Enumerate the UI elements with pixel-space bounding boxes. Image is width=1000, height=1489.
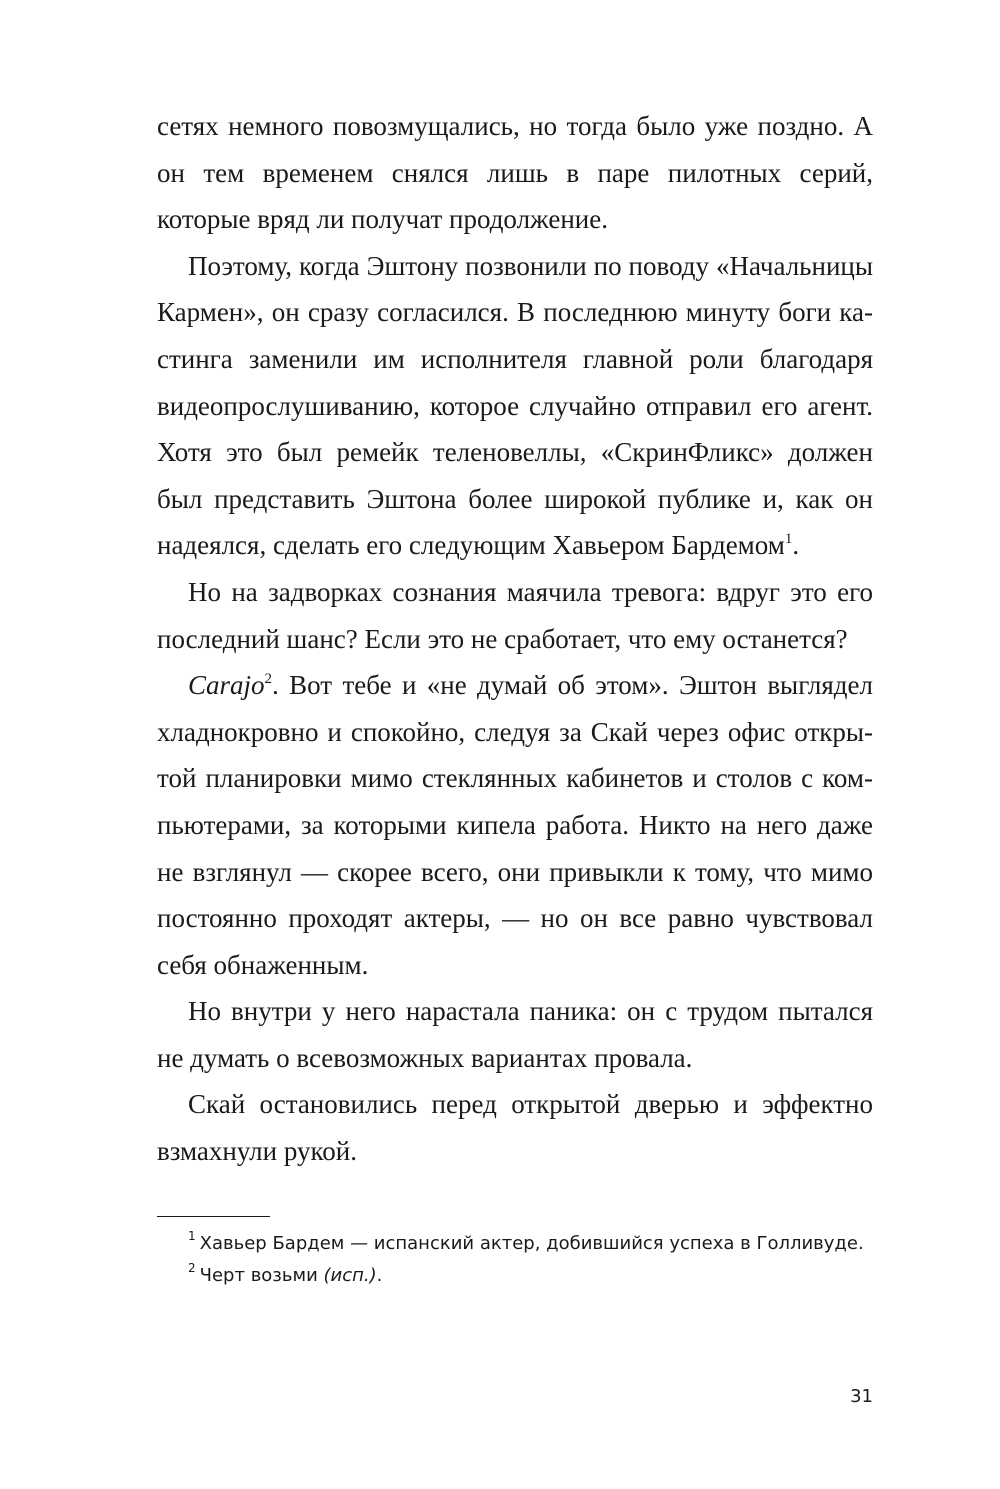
footnote-marker: 1 [188,1229,196,1243]
footnotes [157,1228,873,1292]
paragraph [157,569,873,662]
footnote [157,1228,873,1260]
footnote-marker: 2 [188,1261,196,1275]
paragraph [157,243,873,569]
paragraph [157,1081,873,1174]
text-run: . Вот тебе и «не думай об этом». Эштон выглядел хладнокровно и спокойно, следуя за Скай через офис открытой планировки мимо стеклянных кабинетов и столов с компьютерами, за которыми кипела работа. Никто на него даже не взглянул — скорее всего, они привыкли к тому, что мимо постоянно проходят актеры, — но он все равно чувствовал себя обнаженным. [157,670,873,980]
footnote-reference: 2 [264,671,273,688]
page-body [157,103,873,1175]
text-run: сетях немного повозмущались, но тогда было уже поздно. А он тем временем снялся лишь в паре пилотных серий, которые вряд ли получат продолжение. [157,111,873,235]
paragraph [157,103,873,243]
text-run: Но внутри у него нарастала паника: он с трудом пытался не думать о всевозможных вариантах провала. [157,996,873,1073]
paragraph [157,662,873,988]
text-run: . [792,530,800,561]
paragraph [157,988,873,1081]
main-text [157,103,873,1175]
footnote-divider [157,1216,270,1217]
text-run: . [376,1265,383,1286]
italic-text: (исп.) [323,1265,377,1286]
footnote [157,1260,873,1292]
page-number: 31 [850,1386,873,1407]
italic-text: Carajo [188,670,265,701]
footnote-reference: 1 [784,531,793,548]
text-run: Черт возьми [199,1265,324,1286]
text-run: Скай остановились перед открытой дверью и эффектно взмахнули рукой. [157,1089,873,1167]
text-run: Хавьер Бардем — испанский актер, добившийся успеха в Голливуде. [199,1233,864,1254]
text-run: Поэтому, когда Эштону позвонили по поводу «Начальницы Кармен», он сразу согласился. В последнюю минуту боги кастинга заменили им исполнителя главной роли благодаря видеопрослушиванию, которое случайно отправил его агент. Хотя это был ремейк теленовеллы, «СкринФликс» должен был представить Эштона более широкой публике и, как он надеялся, сделать его следующим Хавьером Бардемом [157,250,873,561]
text-run: Но на задворках сознания маячила тревога: вдруг это его последний шанс? Если это не сработает, что ему останется? [157,576,873,654]
